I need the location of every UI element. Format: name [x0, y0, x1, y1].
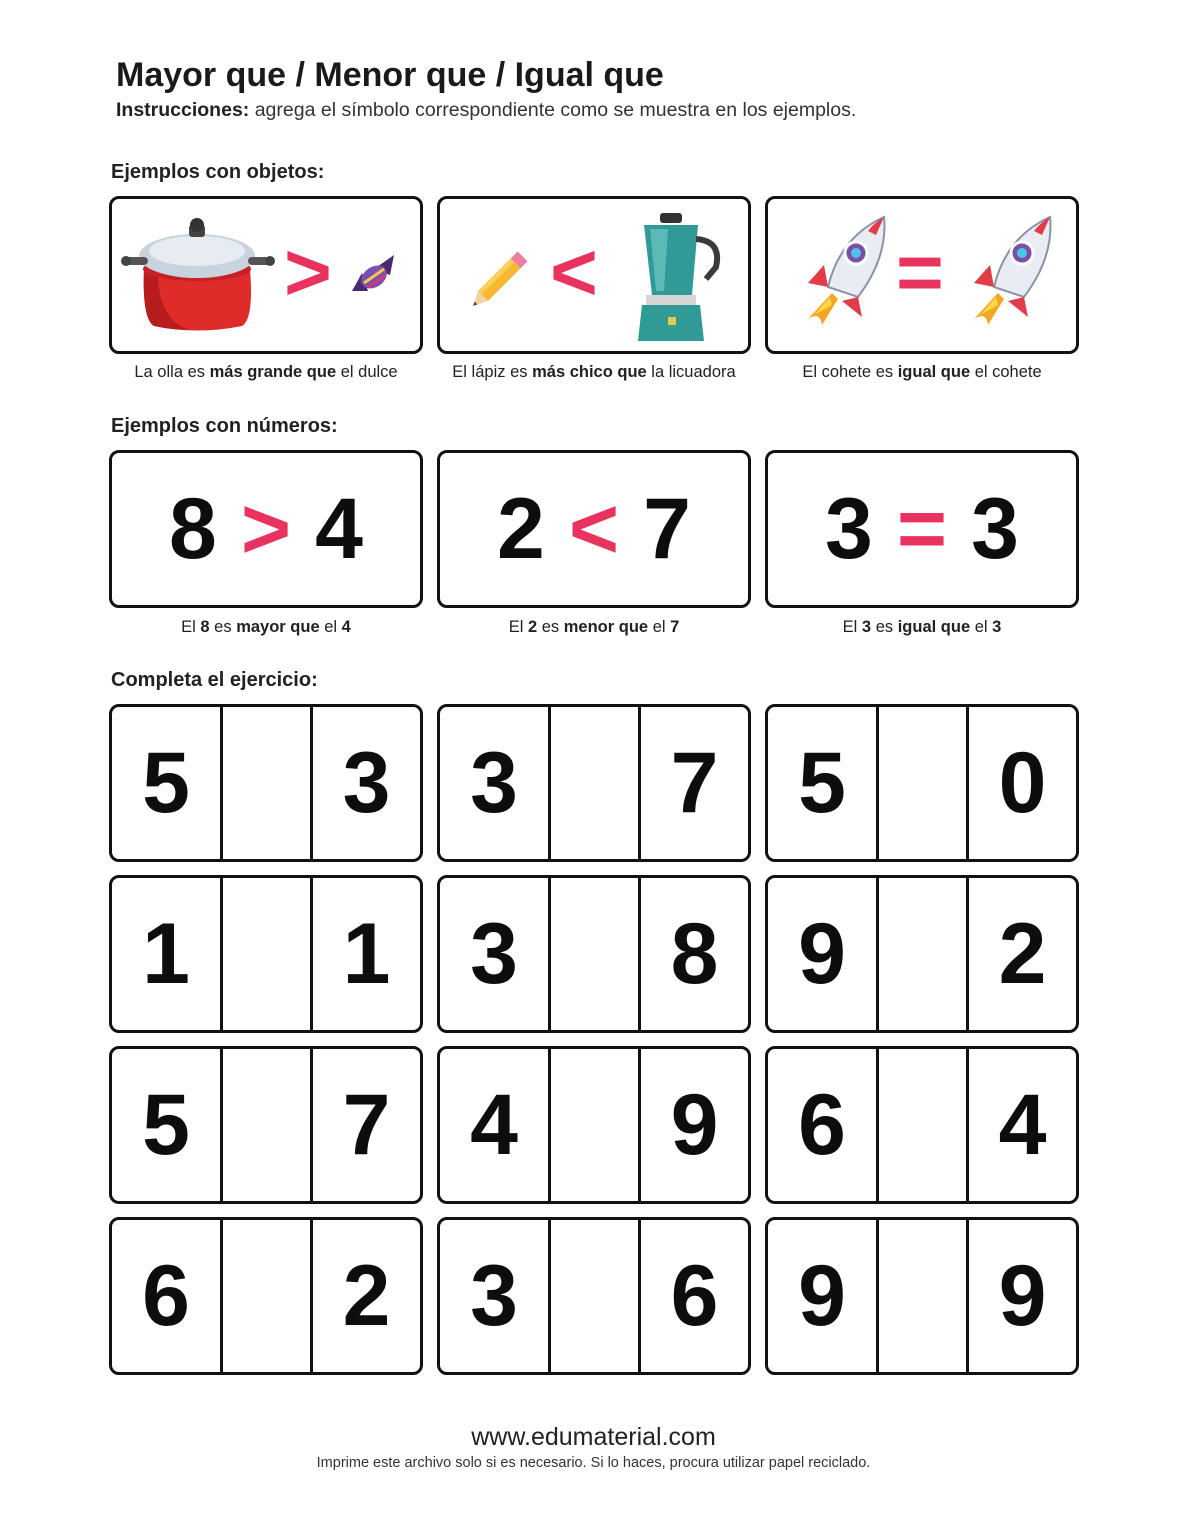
exercise-right-number: 2 [998, 905, 1047, 1002]
answer-blank[interactable] [551, 1049, 641, 1201]
caption-text: el [648, 618, 671, 636]
caption-text: El cohete es [802, 363, 898, 381]
exercise-left-number: 1 [112, 878, 223, 1030]
caption-text: el cohete [970, 363, 1042, 381]
exercise-card [109, 875, 423, 1033]
caption-bold: más grande que [209, 363, 337, 381]
answer-blank[interactable] [879, 1049, 969, 1201]
exercise-card [437, 1046, 751, 1204]
exercise-right-number: 6 [670, 1247, 719, 1344]
answer-blank[interactable] [551, 1220, 641, 1372]
exercise-right-number: 7 [670, 734, 719, 831]
exercise-left-number: 5 [768, 707, 879, 859]
caption-bold: igual que [897, 363, 971, 381]
caption-text: el dulce [336, 363, 398, 381]
page-title: Mayor que / Menor que / Igual que [116, 56, 664, 94]
equals-symbol: = [896, 227, 944, 318]
answer-blank[interactable] [879, 707, 969, 859]
object-example-pencil-blender [437, 196, 751, 354]
exercise-left-number: 9 [768, 1220, 879, 1372]
object-example-rocket-rocket [765, 196, 1079, 354]
exercise-right-number: 7 [342, 1076, 391, 1173]
exercise-card [765, 875, 1079, 1033]
greater-than-symbol: > [240, 480, 292, 577]
exercise-card [765, 1046, 1079, 1204]
caption-bold: 3 [992, 618, 1002, 636]
object-caption-3 [765, 363, 1079, 382]
caption-text: La olla es [134, 363, 210, 381]
exercise-right-number: 1 [342, 905, 391, 1002]
answer-blank[interactable] [879, 1220, 969, 1372]
instructions [116, 99, 856, 122]
example-left-number: 8 [169, 480, 217, 577]
number-caption-2 [437, 618, 751, 637]
caption-bold: menor que [563, 618, 649, 636]
footer-note: Imprime este archivo solo si es necesario. Si lo haces, procura utilizar papel reciclado. [316, 1455, 871, 1471]
section-numbers-heading: Ejemplos con números: [111, 415, 338, 437]
footer-url[interactable]: www.edumaterial.com [471, 1423, 716, 1451]
caption-text: la licuadora [646, 363, 736, 381]
section-exercise-heading: Completa el ejercicio: [111, 669, 318, 691]
exercise-right-number: 2 [342, 1247, 391, 1344]
number-example-3 [765, 450, 1079, 608]
answer-blank[interactable] [223, 878, 313, 1030]
candy-icon [352, 255, 394, 293]
example-right-number: 7 [643, 480, 691, 577]
caption-text: El [508, 618, 528, 636]
less-than-symbol: < [568, 480, 620, 577]
greater-than-symbol: > [284, 227, 332, 318]
number-caption-1 [109, 618, 423, 637]
exercise-card [109, 1217, 423, 1375]
exercise-left-number: 9 [768, 878, 879, 1030]
object-caption-2 [437, 363, 751, 382]
exercise-right-number: 0 [998, 734, 1047, 831]
exercise-card [437, 1217, 751, 1375]
exercise-left-number: 5 [112, 1049, 223, 1201]
example-right-number: 4 [315, 480, 363, 577]
exercise-right-number: 4 [998, 1076, 1047, 1173]
cooking-pot-icon [121, 218, 275, 331]
blender-icon [638, 213, 717, 341]
caption-text: es [209, 618, 237, 636]
rocket-icon [974, 217, 1050, 325]
exercise-right-number: 8 [670, 905, 719, 1002]
caption-bold: 2 [527, 618, 538, 636]
instructions-label: Instrucciones: [116, 99, 250, 121]
caption-bold: 3 [861, 618, 872, 636]
caption-text: el [970, 618, 993, 636]
caption-text: El lápiz es [452, 363, 533, 381]
caption-text: El [181, 618, 201, 636]
exercise-card [765, 704, 1079, 862]
number-example-2 [437, 450, 751, 608]
caption-bold: mayor que [236, 618, 320, 636]
caption-text: El [842, 618, 862, 636]
exercise-right-number: 3 [342, 734, 391, 831]
caption-bold: 7 [670, 618, 680, 636]
caption-text: es [537, 618, 564, 636]
instructions-text: agrega el símbolo correspondiente como se muestra en los ejemplos. [249, 99, 857, 121]
equals-symbol: = [896, 480, 948, 577]
answer-blank[interactable] [223, 1049, 313, 1201]
exercise-left-number: 5 [112, 707, 223, 859]
object-example-pot-candy [109, 196, 423, 354]
caption-bold: 4 [341, 618, 351, 636]
example-right-number: 3 [971, 480, 1019, 577]
example-left-number: 2 [497, 480, 545, 577]
exercise-card [109, 1046, 423, 1204]
pencil-icon [468, 251, 527, 310]
object-caption-1 [109, 363, 423, 382]
less-than-symbol: < [550, 227, 598, 318]
answer-blank[interactable] [879, 878, 969, 1030]
caption-text: es [871, 618, 898, 636]
exercise-left-number: 6 [112, 1220, 223, 1372]
caption-bold: 8 [200, 618, 210, 636]
answer-blank[interactable] [223, 1220, 313, 1372]
caption-bold: igual que [897, 618, 971, 636]
exercise-right-number: 9 [670, 1076, 719, 1173]
exercise-right-number: 9 [998, 1247, 1047, 1344]
exercise-card [437, 704, 751, 862]
exercise-left-number: 3 [440, 878, 551, 1030]
caption-text: el [319, 618, 342, 636]
example-left-number: 3 [825, 480, 873, 577]
exercise-left-number: 6 [768, 1049, 879, 1201]
caption-bold: más chico que [532, 363, 647, 381]
exercise-card [765, 1217, 1079, 1375]
answer-blank[interactable] [223, 707, 313, 859]
rocket-icon [808, 217, 884, 325]
exercise-left-number: 3 [440, 707, 551, 859]
number-example-1 [109, 450, 423, 608]
answer-blank[interactable] [551, 878, 641, 1030]
section-objects-heading: Ejemplos con objetos: [111, 161, 325, 183]
exercise-left-number: 3 [440, 1220, 551, 1372]
exercise-card [109, 704, 423, 862]
number-caption-3 [765, 618, 1079, 637]
answer-blank[interactable] [551, 707, 641, 859]
exercise-card [437, 875, 751, 1033]
exercise-left-number: 4 [440, 1049, 551, 1201]
